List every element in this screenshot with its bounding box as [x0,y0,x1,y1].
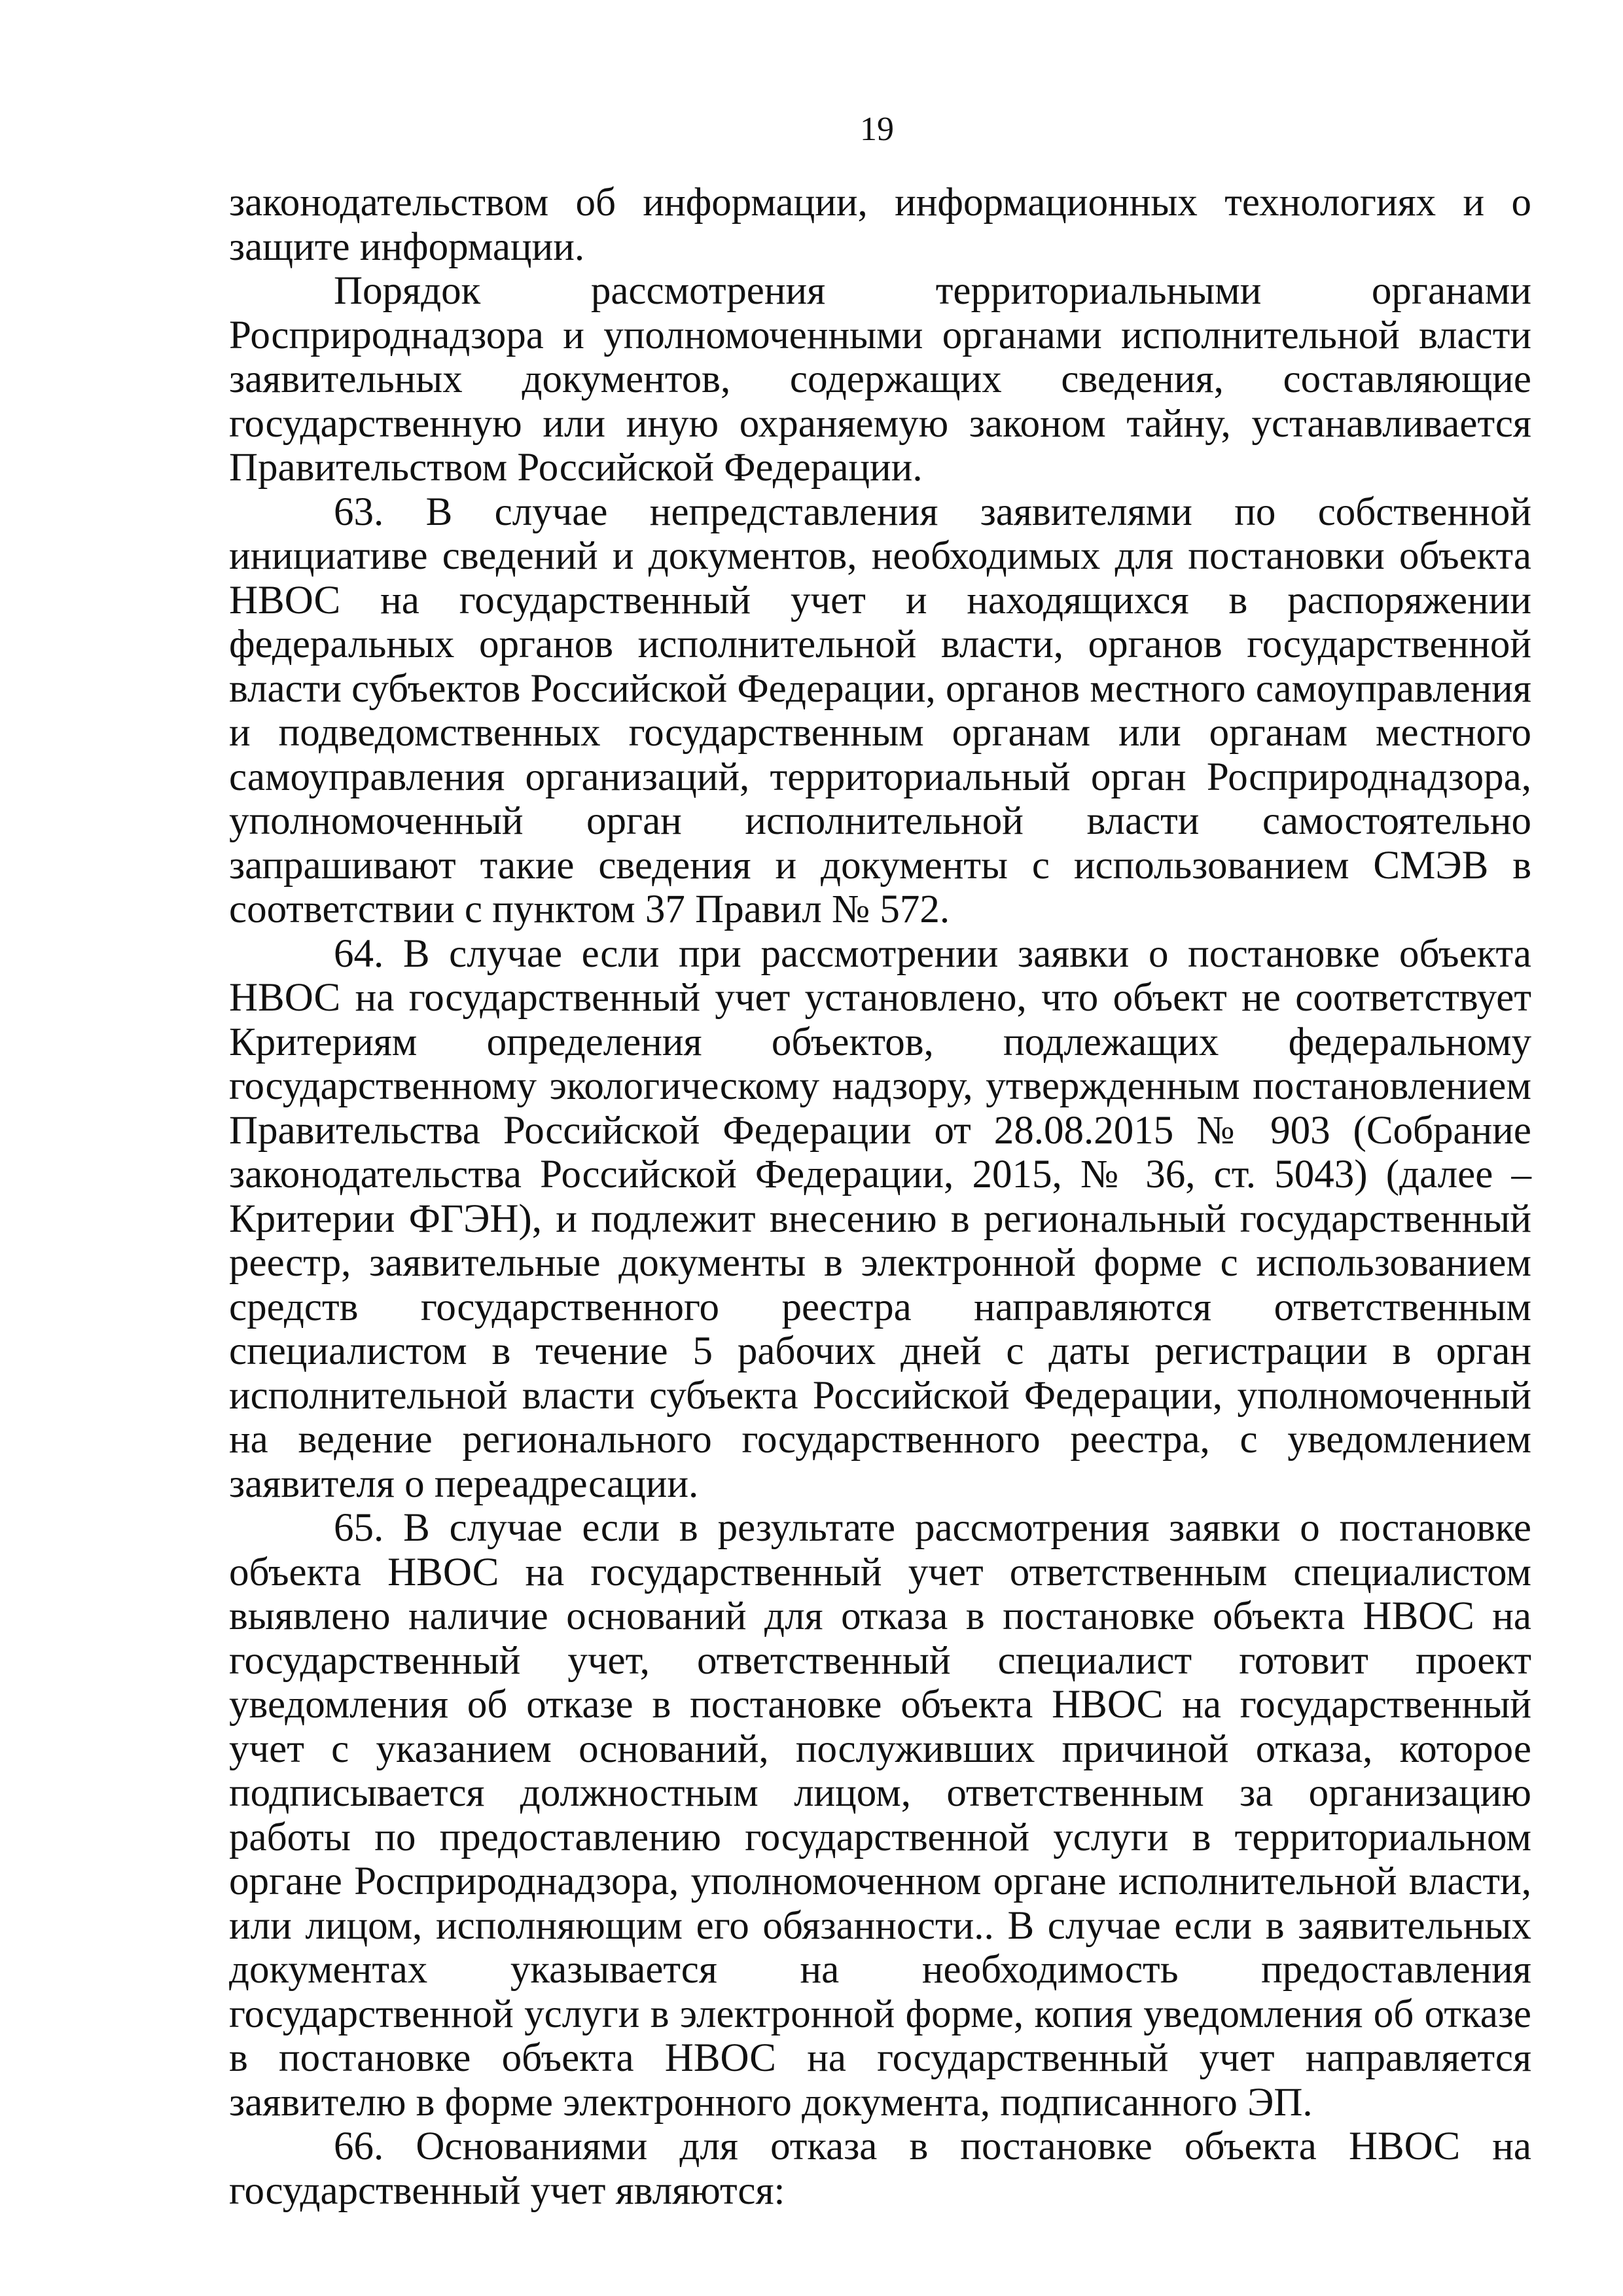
paragraph-64: 64. В случае если при рассмотрении заявки о постановке объекта НВОС на государственный учет установлено, что объект не соответствует Критериям определения объектов, подлежащих федеральному государственному экологическому надзору, утвержденным постановлением Правительства Российской Федерации от 28.08.2015 № 903 (Собрание законодательства Российской Федерации, 2015, № 36, ст. 5043) (далее – Критерии ФГЭН), и подлежит внесению в региональный государственный реестр, заявительные документы в электронной форме с использованием средств государственного реестра направляются ответственным специалистом в течение 5 рабочих дней с даты регистрации в орган исполнительной власти субъекта Российской Федерации, уполномоченный на ведение регионального государственного реестра, с уведомлением заявителя о переадресации. [229,931,1531,1506]
paragraph-review-procedure: Порядок рассмотрения территориальными органами Росприроднадзора и уполномоченными органами исполнительной власти заявительных документов, содержащих сведения, составляющие государственную или иную охраняемую законом тайну, устанавливается Правительством Российской Федерации. [229,269,1531,490]
page-number: 19 [860,111,894,148]
paragraph-66: 66. Основаниями для отказа в постановке объекта НВОС на государственный учет являются: [229,2125,1531,2213]
paragraph-continuation: законодательством об информации, информационных технологиях и о защите информации. [229,181,1531,269]
paragraph-65: 65. В случае если в результате рассмотрения заявки о постановке объекта НВОС на государственный учет ответственным специалистом выявлено наличие оснований для отказа в постановке объекта НВОС на государственный учет, ответственный специалист готовит проект уведомления об отказе в постановке объекта НВОС на государственный учет с указанием оснований, послуживших причиной отказа, которое подписывается должностным лицом, ответственным за организацию работы по предоставлению государственной услуги в территориальном органе Росприроднадзора, уполномоченном органе исполнительной власти, или лицом, исполняющим его обязанности.. В случае если в заявительных документах указывается на необходимость предоставления государственной услуги в электронной форме, копия уведомления об отказе в постановке объекта НВОС на государственный учет направляется заявителю в форме электронного документа, подписанного ЭП. [229,1506,1531,2125]
paragraph-63: 63. В случае непредставления заявителями по собственной инициативе сведений и документов, необходимых для постановки объекта НВОС на государственный учет и находящихся в распоряжении федеральных органов исполнительной власти, органов государственной власти субъектов Российской Федерации, органов местного самоуправления и подведомственных государственным органам или органам местного самоуправления организаций, территориальный орган Росприроднадзора, уполномоченный орган исполнительной власти самостоятельно запрашивают такие сведения и документы с использованием СМЭВ в соответствии с пунктом 37 Правил № 572. [229,490,1531,931]
document-body [229,181,1531,2213]
